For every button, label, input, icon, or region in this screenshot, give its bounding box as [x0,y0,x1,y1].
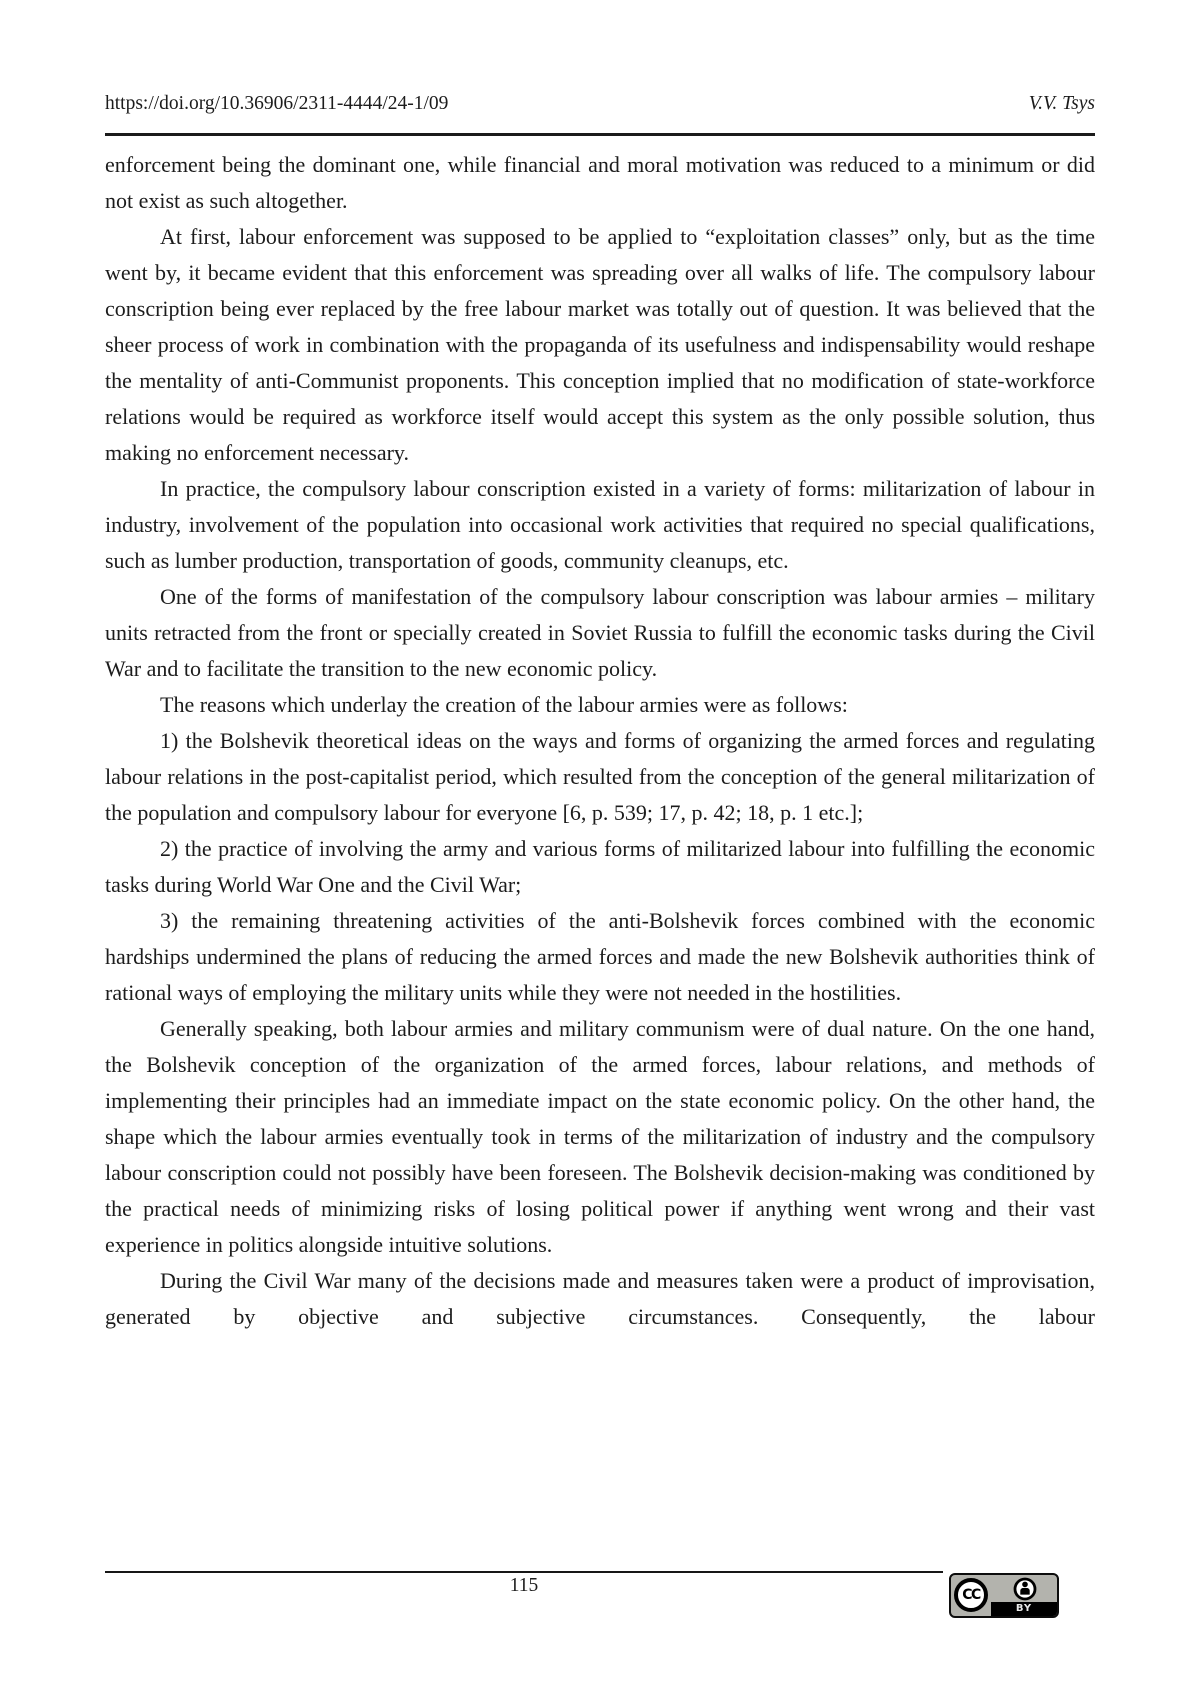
paragraph: During the Civil War many of the decisions made and measures taken were a product of improvisation, generated by objective and subjective circumstances. Consequently, the labour [105,1268,1095,1329]
page-header [105,92,1095,116]
article-body [105,147,1095,1335]
paragraph: 3) the remaining threatening activities of the anti-Bolshevik forces combined with the economic hardships undermined the plans of reducing the armed forces and made the new Bolshevik authorities think of rational ways of employing the military units while they were not needed in the hostilities. [105,908,1095,1005]
cc-by-license-badge[interactable] [949,1573,1059,1618]
license-by-label: BY [991,1602,1057,1616]
paragraph: One of the forms of manifestation of the compulsory labour conscription was labour armies – military units retracted from the front or specially created in Soviet Russia to fulfill the economic tasks during the Civil War and to facilitate the transition to the new economic policy. [105,584,1095,681]
paragraph: 2) the practice of involving the army and various forms of militarized labour into fulfilling the economic tasks during World War One and the Civil War; [105,836,1095,897]
header-divider [105,133,1095,136]
page-number: 115 [509,1575,539,1596]
paragraph: 1) the Bolshevik theoretical ideas on the ways and forms of organizing the armed forces and regulating labour relations in the post-capitalist period, which resulted from the conception of the general militarization of the population and compulsory labour for everyone [6, p. 539; 17, p. 42; 18, p. 1 etc.]; [105,728,1095,825]
page-footer [105,1571,943,1597]
attribution-person-icon [1013,1577,1037,1601]
paragraph: Generally speaking, both labour armies and military communism were of dual nature. On the one hand, the Bolshevik conception of the organization of the armed forces, labour relations, and methods of implementing their principles had an immediate impact on the state economic policy. On the other hand, the shape which the labour armies eventually took in terms of the militarization of industry and the compulsory labour conscription could not possibly have been foreseen. The Bolshevik decision-making was conditioned by the practical needs of minimizing risks of losing political power if anything went wrong and their vast experience in politics alongside intuitive solutions. [105,1016,1095,1257]
paragraph: enforcement being the dominant one, while financial and moral motivation was reduced to a minimum or did not exist as such altogether. [105,152,1095,213]
author-name: V.V. Tsys [1028,93,1095,114]
cc-logo-icon: CC [954,1578,988,1612]
paragraph: In practice, the compulsory labour conscription existed in a variety of forms: militarization of labour in industry, involvement of the population into occasional work activities that required no special qualifications, such as lumber production, transportation of goods, community cleanups, etc. [105,476,1095,573]
paragraph: At first, labour enforcement was supposed to be applied to “exploitation classes” only, but as the time went by, it became evident that this enforcement was spreading over all walks of life. The compulsory labour conscription being ever replaced by the free labour market was totally out of question. It was believed that the sheer process of work in combination with the propaganda of its usefulness and indispensability would reshape the mentality of anti-Communist proponents. This conception implied that no modification of state-workforce relations would be required as workforce itself would accept this system as the only possible solution, thus making no enforcement necessary. [105,224,1095,465]
doi-text: https://doi.org/10.36906/2311-4444/24-1/09 [105,93,449,114]
paragraph: The reasons which underlay the creation of the labour armies were as follows: [160,692,848,717]
